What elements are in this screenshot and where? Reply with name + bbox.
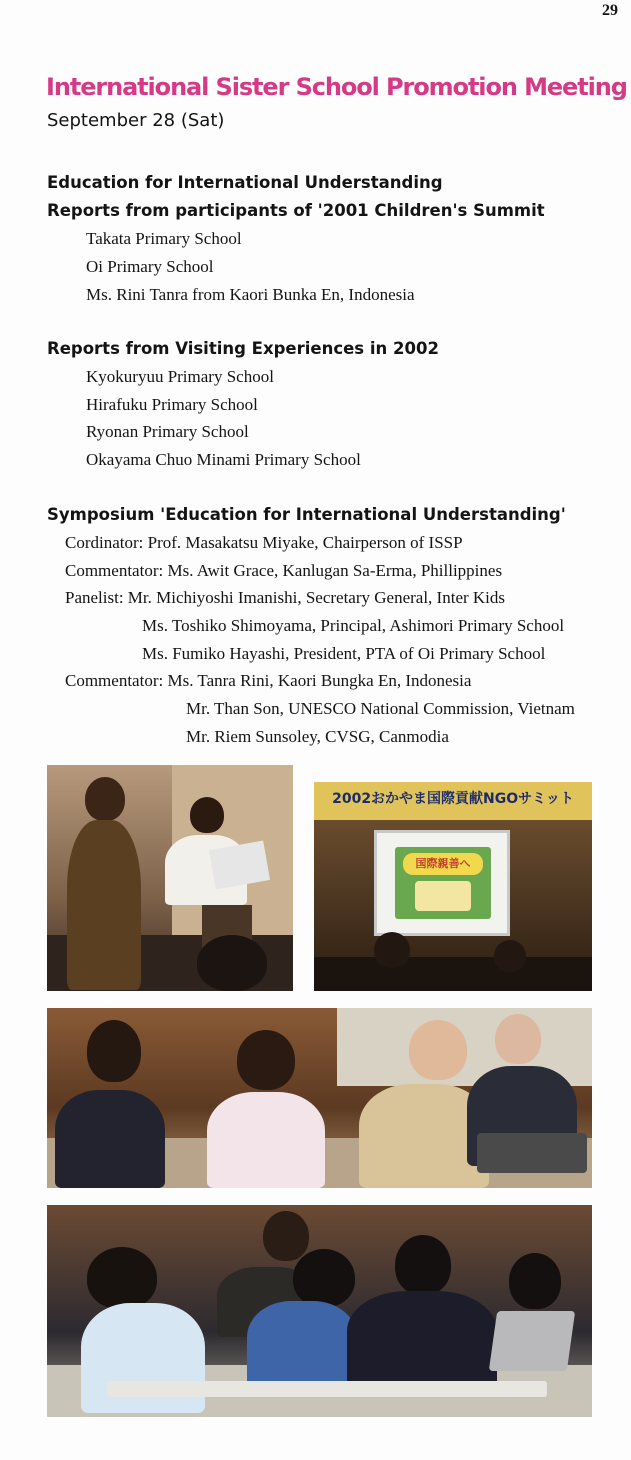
symposium-line: Panelist: Mr. Michiyoshi Imanishi, Secretary General, Inter Kids [65, 588, 506, 607]
section-heading: Reports from Visiting Experiences in 2002 [47, 339, 439, 358]
photo-children-participants [47, 1205, 592, 1417]
list-item: Okayama Chuo Minami Primary School [86, 450, 361, 469]
event-date: September 28 (Sat) [47, 110, 225, 131]
symposium-line: Mr. Riem Sunsoley, CVSG, Canmodia [186, 727, 449, 746]
section-heading: Symposium 'Education for International Understanding' [47, 505, 566, 524]
photo-speakers-podium [47, 765, 293, 991]
list-item: Ms. Rini Tanra from Kaori Bunka En, Indonesia [86, 285, 415, 304]
section-heading: Education for International Understanding [47, 173, 443, 192]
symposium-line: Commentator: Ms. Awit Grace, Kanlugan Sa-Erma, Phillippines [65, 561, 503, 580]
list-item: Hirafuku Primary School [86, 395, 258, 414]
list-item: Kyokuryuu Primary School [86, 367, 274, 386]
section-heading: Reports from participants of '2001 Children's Summit [47, 201, 545, 220]
list-item: Oi Primary School [86, 257, 214, 276]
page-number: 29 [602, 2, 618, 19]
symposium-line: Cordinator: Prof. Masakatsu Miyake, Chairperson of ISSP [65, 533, 463, 552]
symposium-line: Ms. Fumiko Hayashi, President, PTA of Oi Primary School [142, 644, 546, 663]
photo-panelists [47, 1008, 592, 1188]
list-item: Takata Primary School [86, 229, 242, 248]
symposium-line: Ms. Toshiko Shimoyama, Principal, Ashimori Primary School [142, 616, 565, 635]
slide-title: 国際親善へ [403, 853, 483, 875]
symposium-line: Commentator: Ms. Tanra Rini, Kaori Bungka En, Indonesia [65, 671, 472, 690]
symposium-line: Mr. Than Son, UNESCO National Commission, Vietnam [186, 699, 575, 718]
summit-banner: 2002おかやま国際貢献NGOサミット [314, 782, 592, 820]
projection-screen [374, 830, 510, 936]
photo-ngo-summit [314, 782, 592, 991]
page-title: International Sister School Promotion Meeting [46, 73, 627, 101]
list-item: Ryonan Primary School [86, 422, 249, 441]
